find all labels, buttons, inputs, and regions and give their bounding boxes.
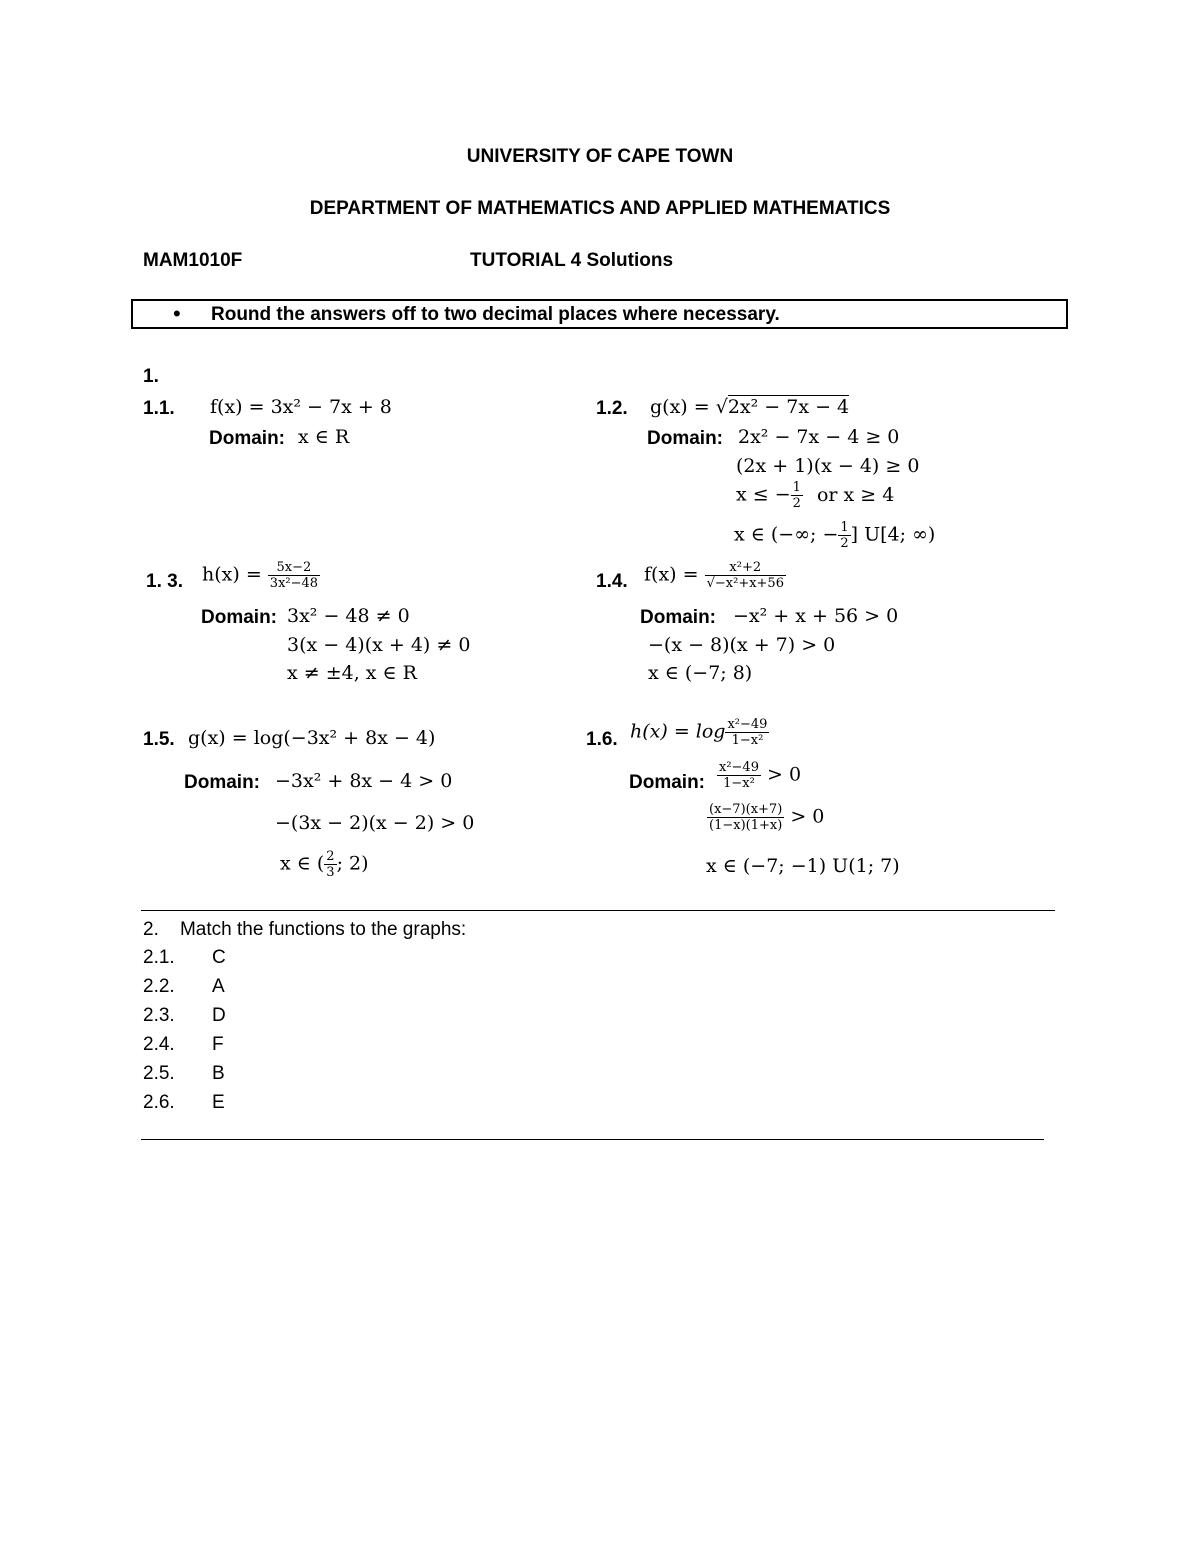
part-1-2-line-3 [736, 480, 894, 511]
part-1-6-line-2-fraction: $\frac{(x-7)(x+7)}{(1-x)(1+x)}$ [709, 802, 783, 833]
answer-row: 2.4. F [143, 1034, 224, 1055]
instruction-text: Round the answers off to two decimal places where necessary. [211, 304, 780, 325]
instruction-box [131, 299, 1068, 329]
course-code: MAM1010F [143, 250, 243, 271]
part-1-5-number: 1.5. [143, 729, 175, 750]
part-1-3-function-name: h(x) = [202, 563, 262, 586]
part-1-3-line-2: 3(x − 4)(x + 4) ≠ 0 [287, 634, 471, 656]
part-1-2-line-4 [734, 520, 935, 551]
part-1-6-line-2-rest: > 0 [790, 805, 825, 828]
part-1-2-line-4-right: ] U[4; ∞) [850, 523, 936, 546]
tutorial-title: TUTORIAL 4 Solutions [470, 250, 674, 271]
department-title: DEPARTMENT OF MATHEMATICS AND APPLIED MATHEMATICS [309, 198, 891, 219]
part-1-6-function [630, 717, 769, 748]
part-1-6-line-2 [707, 802, 824, 833]
part-1-4-fraction: $\frac{\text{x²+2}}{\text{√−x²+x+56}}$ [706, 560, 784, 591]
answer-row: 2.6. E [143, 1092, 225, 1113]
part-1-6-number: 1.6. [586, 729, 618, 750]
part-1-6-line-1-fraction: $\frac{\text{x²−49}}{\text{1−x²}}$ [719, 760, 759, 791]
part-1-2-line-4-left: x ∈ (−∞; − [734, 523, 839, 546]
part-1-2-function [650, 396, 849, 418]
part-1-5-line-3-right: ; 2) [336, 852, 369, 875]
part-1-5-function: g(x) = log(−3x² + 8x − 4) [188, 727, 436, 749]
part-1-1-function: f(x) = 3x² − 7x + 8 [210, 396, 392, 418]
university-title: UNIVERSITY OF CAPE TOWN [466, 146, 734, 167]
separator-bottom [141, 1139, 1044, 1140]
part-1-2-line-1: 2x² − 7x − 4 ≥ 0 [738, 426, 900, 448]
part-1-2-radicand: 2x² − 7x − 4 [727, 396, 850, 418]
part-1-5-line-2: −(3x − 2)(x − 2) > 0 [275, 812, 475, 834]
part-1-2-line-3-fraction: $\frac{1}{2}$ [792, 480, 801, 511]
question-1-label: 1. [143, 366, 159, 387]
part-1-6-line-1-rest: > 0 [767, 763, 802, 786]
answer-row: 2.3. D [143, 1005, 226, 1026]
part-1-6-function-name: h(x) = log [630, 720, 726, 743]
part-1-4-number: 1.4. [596, 571, 628, 592]
part-1-5-line-3-fraction: $\frac{2}{3}$ [326, 849, 335, 880]
part-1-6-line-1 [717, 760, 801, 791]
part-1-4-domain-label: Domain: [640, 607, 716, 628]
answer-row: 2.2. A [143, 976, 225, 997]
part-1-2-domain-label: Domain: [647, 428, 723, 449]
part-1-4-function [644, 560, 786, 591]
part-1-4-function-name: f(x) = [644, 563, 699, 586]
bullet-icon: • [173, 301, 181, 326]
part-1-3-domain-label: Domain: [201, 607, 277, 628]
part-1-5-line-3-left: x ∈ ( [280, 852, 325, 875]
part-1-2-function-name: g(x) = √ [650, 396, 728, 418]
part-1-5-domain-label: Domain: [184, 772, 260, 793]
answer-list [143, 947, 226, 1121]
part-1-2-line-4-fraction: $\frac{1}{2}$ [840, 520, 849, 551]
separator-top [141, 910, 1055, 911]
part-1-2-line-3-right: or x ≥ 4 [816, 483, 895, 506]
part-1-3-fraction: $\frac{5x-2}{\text{3x²−48}}$ [269, 560, 319, 591]
part-1-6-domain-label: Domain: [629, 772, 705, 793]
part-1-2-line-2: (2x + 1)(x − 4) ≥ 0 [736, 455, 920, 477]
part-1-5-line-3 [280, 849, 369, 880]
part-1-3-function [202, 560, 320, 591]
part-1-3-line-1: 3x² − 48 ≠ 0 [287, 605, 410, 627]
part-1-5-line-1: −3x² + 8x − 4 > 0 [275, 770, 453, 792]
part-1-4-line-1: −x² + x + 56 > 0 [733, 605, 899, 627]
part-1-6-fraction: $\frac{\text{x²−49}}{\text{1−x²}}$ [727, 717, 768, 748]
part-1-6-line-3: x ∈ (−7; −1) U(1; 7) [706, 855, 900, 877]
answer-row: 2.1. C [143, 947, 226, 968]
part-1-1-domain: x ∈ R [298, 426, 350, 448]
part-1-2-line-3-left: x ≤ − [736, 483, 791, 506]
part-1-4-line-3: x ∈ (−7; 8) [648, 662, 753, 684]
part-1-4-line-2: −(x − 8)(x + 7) > 0 [648, 634, 836, 656]
part-1-3-number: 1. 3. [146, 571, 183, 592]
part-1-1-number: 1.1. [143, 398, 175, 419]
question-2-heading: 2. Match the functions to the graphs: [143, 919, 467, 940]
part-1-3-line-3: x ≠ ±4, x ∈ R [287, 662, 417, 684]
part-1-1-domain-label: Domain: [209, 428, 285, 449]
answer-row: 2.5. B [143, 1063, 225, 1084]
part-1-2-number: 1.2. [596, 398, 628, 419]
